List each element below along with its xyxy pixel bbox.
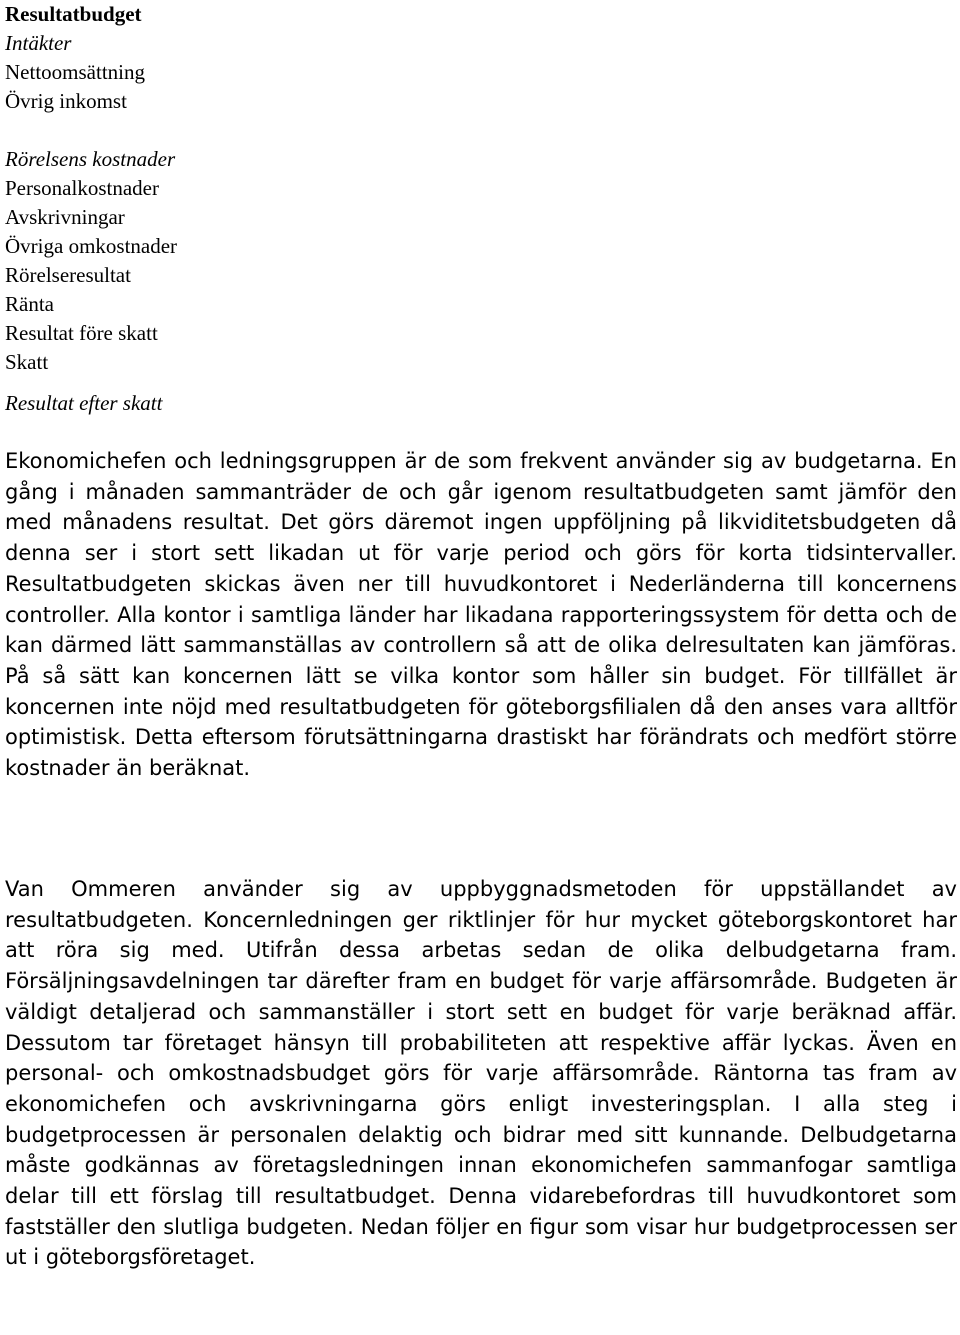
budget-line-item: Avskrivningar (5, 205, 125, 229)
budget-line-item: Personalkostnader (5, 176, 159, 200)
income-heading: Intäkter (5, 31, 72, 55)
budget-line-item: Övrig inkomst (5, 89, 127, 113)
budget-title: Resultatbudget (5, 2, 142, 26)
costs-heading: Rörelsens kostnader (5, 147, 176, 171)
body-paragraph: Ekonomichefen och ledningsgruppen är de som frekvent använder sig av budgetarna. En gång i månaden sammanträder de och går igenom resultatbudgeten samt jämför den med månadens resultat. Det görs däremot ingen uppföljning på likviditetsbudgeten då denna ser i stort sett likadan ut för varje period och görs för korta tidsintervaller. Resultatbudgeten skickas även ner till huvudkontoret i Nederländerna till koncernens controller. Alla kontor i samtliga länder har likadana rapporteringssystem för detta och de kan därmed lätt sammanställas av controllern så att de olika delresultaten kan jämföras. På så sätt kan koncernen lätt se vilka kontor som håller sin budget. För tillfället är koncernen inte nöjd med resultatbudgeten för göteborgsfilialen då den anses vara alltför optimistisk. Detta eftersom förutsättningarna drastiskt har förändrats och medfört större kostnader än beräknat. (5, 449, 957, 781)
budget-line-item: Övriga omkostnader (5, 234, 178, 258)
budget-outline (5, 0, 405, 418)
budget-line-item: Rörelseresultat (5, 263, 131, 287)
budget-line-item: Ränta (5, 292, 54, 316)
budget-line-item: Resultat före skatt (5, 321, 158, 345)
body-paragraph: Van Ommeren använder sig av uppbyggnadsmetoden för uppställandet av resultatbudgeten. Koncernledningen ger riktlinjer för hur mycket göteborgskontoret har att röra sig med. Utifrån dessa arbetas sedan de olika delbudgetarna fram. Försäljningsavdelningen tar därefter fram en budget för varje affärsområde. Budgeten är väldigt detaljerad och sammanställer i stort sett en budget för varje beräknad affär. Dessutom tar företaget hänsyn till probabiliteten att respektive affär lyckas. Även en personal- och omkostnadsbudget görs för varje affärsområde. Räntorna tas fram av ekonomichefen och avskrivningarna görs enligt investeringsplan. I alla steg i budgetprocessen är personalen delaktig och bidrar med sitt kunnande. Delbudgetarna måste godkännas av företagsledningen innan ekonomichefen sammanfogar samtliga delar till ett förslag till resultatbudget. Denna vidarebefordras till huvudkontoret som fastställer den slutliga budgeten. Nedan följer en figur som visar hur budgetprocessen ser ut i göteborgsföretaget. (5, 877, 957, 1270)
budget-line-item: Skatt (5, 350, 49, 374)
budget-line-item: Nettoomsättning (5, 60, 145, 84)
result-after-tax: Resultat efter skatt (5, 391, 163, 415)
